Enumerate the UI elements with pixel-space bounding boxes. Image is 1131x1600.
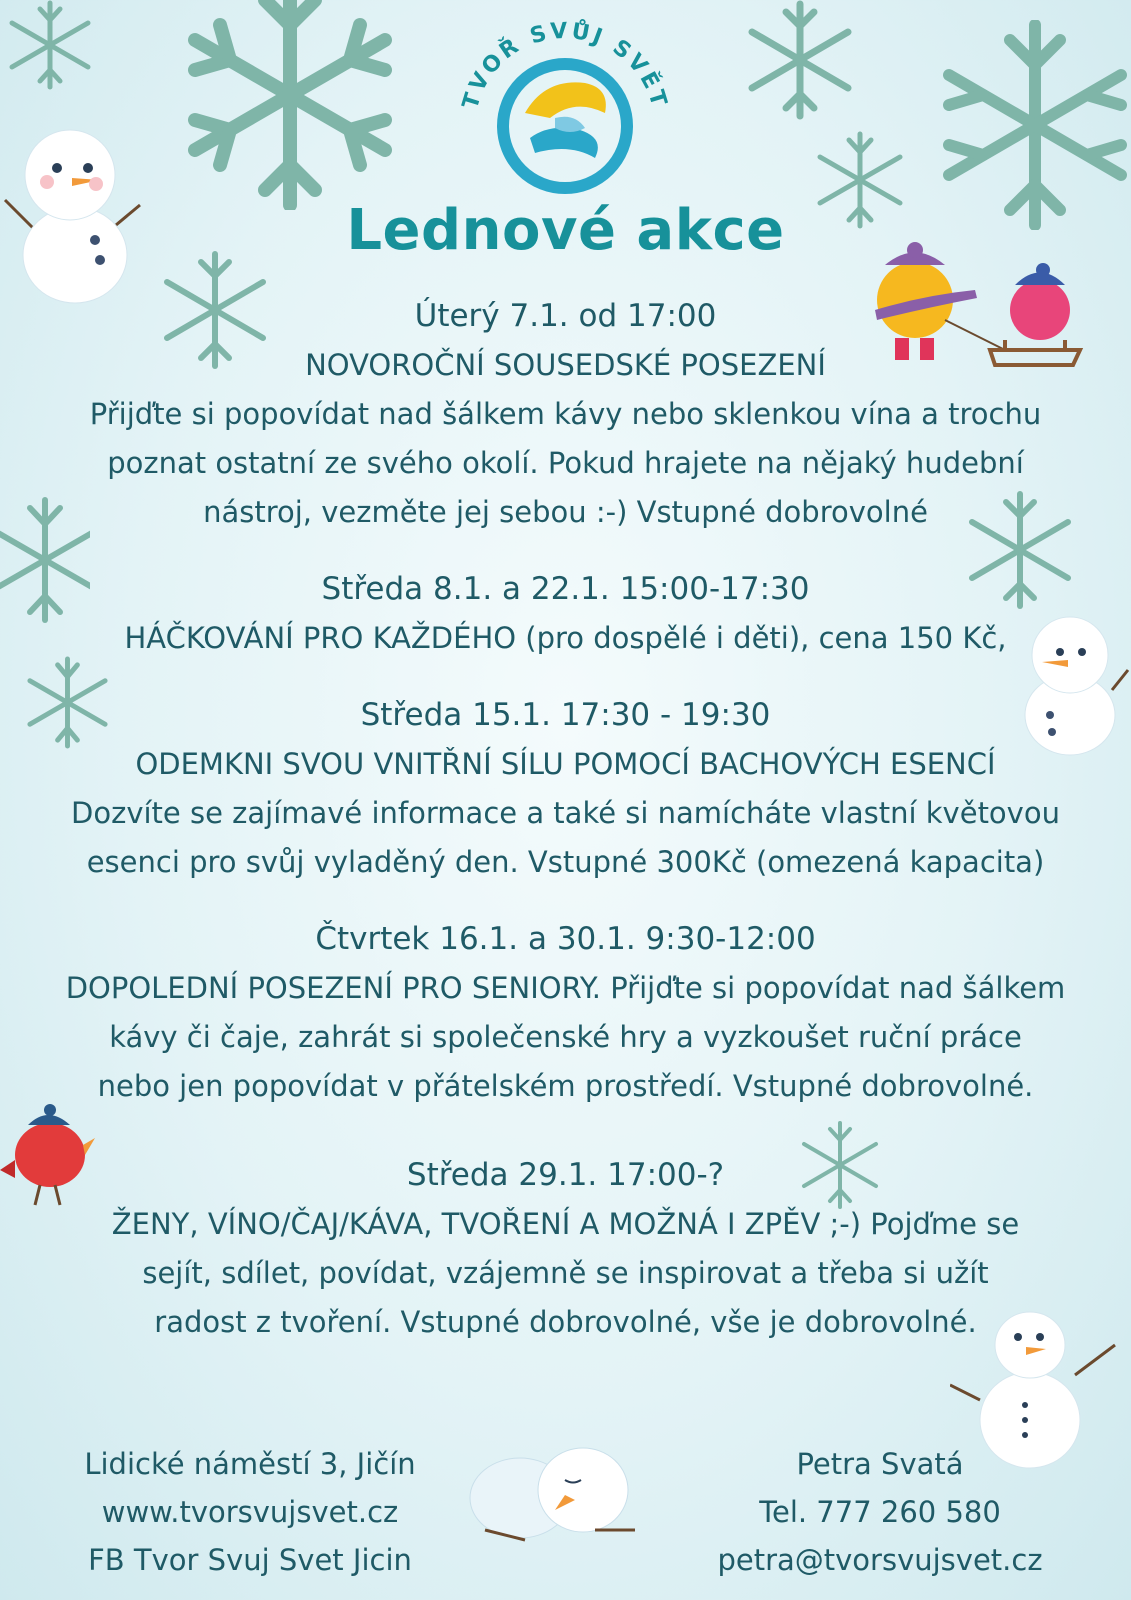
event-date: Středa 8.1. a 22.1. 15:00-17:30	[321, 571, 810, 607]
event-description: esenci pro svůj vyladěný den. Vstupné 300Kč (omezená kapacita)	[86, 845, 1045, 879]
event-description: Dozvíte se zajímavé informace a také si namícháte vlastní květovou	[71, 796, 1060, 830]
event-description: sejít, sdílet, povídat, vzájemně se inspirovat a třeba si užít	[142, 1256, 989, 1290]
event-description: poznat ostatní ze svého okolí. Pokud hrajete na nějaký hudební	[107, 446, 1024, 480]
footer-address-block	[50, 1440, 450, 1584]
event-description: DOPOLEDNÍ POSEZENÍ PRO SENIORY. Přijďte si popovídat nad šálkem	[65, 971, 1066, 1005]
event-description: Přijďte si popovídat nad šálkem kávy nebo sklenkou vína a trochu	[89, 397, 1042, 431]
logo	[455, 18, 675, 198]
event-description: nebo jen popovídat v přátelském prostředí. Vstupné dobrovolné.	[97, 1069, 1034, 1103]
event-title: HÁČKOVÁNÍ PRO KAŽDÉHO (pro dospělé i děti), cena 150 Kč,	[124, 621, 1007, 655]
event-item	[20, 915, 1111, 1111]
event-item	[20, 565, 1111, 663]
event-item	[20, 292, 1111, 537]
event-description: radost z tvoření. Vstupné dobrovolné, vše je dobrovolné.	[154, 1305, 977, 1339]
event-item	[20, 691, 1111, 887]
event-date: Úterý 7.1. od 17:00	[414, 298, 717, 334]
snowflake-icon	[140, 0, 440, 210]
event-date: Středa 15.1. 17:30 - 19:30	[360, 697, 771, 733]
facebook-link[interactable]: FB Tvor Svuj Svet Jicin	[88, 1543, 412, 1577]
phone-number[interactable]: Tel. 777 260 580	[759, 1495, 1001, 1529]
sleeping-snowman-icon	[465, 1440, 640, 1545]
page-title: Lednové akce	[346, 198, 785, 263]
address: Lidické náměstí 3, Jičín	[84, 1447, 416, 1481]
contact-name: Petra Svatá	[796, 1447, 964, 1481]
snowflake-icon	[0, 0, 100, 90]
event-list	[20, 292, 1111, 1375]
event-description: kávy či čaje, zahrát si společenské hry a vyzkoušet ruční práce	[109, 1020, 1022, 1054]
logo-text: TVOŘ SVŮJ SVĚT	[458, 18, 672, 112]
event-description: nástroj, vezměte jej sebou :-) Vstupné dobrovolné	[203, 495, 928, 529]
event-title: NOVOROČNÍ SOUSEDSKÉ POSEZENÍ	[305, 348, 826, 382]
snowflake-icon	[740, 0, 860, 120]
event-item	[20, 1151, 1111, 1347]
email-link[interactable]: petra@tvorsvujsvet.cz	[717, 1543, 1043, 1577]
event-date: Středa 29.1. 17:00-?	[406, 1157, 725, 1193]
event-date: Čtvrtek 16.1. a 30.1. 9:30-12:00	[315, 921, 816, 957]
website-link[interactable]: www.tvorsvujsvet.cz	[101, 1495, 399, 1529]
event-title: ODEMKNI SVOU VNITŘNÍ SÍLU POMOCÍ BACHOVÝCH ESENCÍ	[135, 747, 996, 781]
footer-contact-block	[680, 1440, 1080, 1584]
event-description: ŽENY, VÍNO/ČAJ/KÁVA, TVOŘENÍ A MOŽNÁ I ZPĚV ;-) Pojďme se	[111, 1207, 1020, 1241]
logo-icon	[455, 18, 675, 198]
